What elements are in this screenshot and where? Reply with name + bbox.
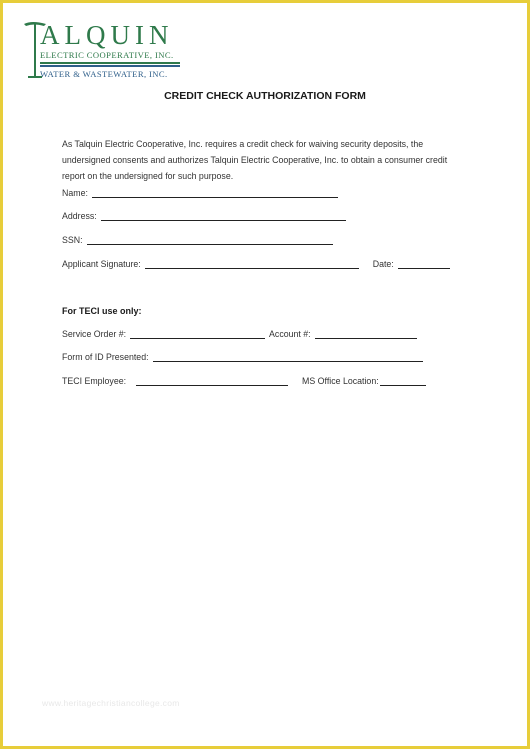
service-order-label: Service Order #:: [62, 329, 127, 339]
address-row: [62, 211, 346, 221]
company-logo: [22, 20, 192, 80]
logo-wordmark: ALQUIN: [40, 20, 174, 50]
signature-label: Applicant Signature:: [62, 259, 141, 269]
date-label: Date:: [372, 259, 394, 269]
form-title-text: CREDIT CHECK AUTHORIZATION FORM: [164, 90, 366, 102]
date-field[interactable]: [398, 259, 450, 269]
watermark: www.heritagechristiancollege.com: [42, 698, 180, 708]
employee-field[interactable]: [136, 376, 288, 386]
intro-paragraph: As Talquin Electric Cooperative, Inc. requires a credit check for waiving security deposits, the undersigned consents and authorizes Talquin Electric Cooperative, Inc. to obtain a consumer credit report on the undersigned for such purpose.: [62, 139, 448, 181]
office-field[interactable]: [380, 376, 426, 386]
signature-row: [62, 259, 450, 269]
internal-use-heading: For TECI use only:: [62, 306, 142, 316]
logo-divider-green: [40, 62, 180, 64]
ssn-label: SSN:: [62, 235, 83, 245]
employee-row: [62, 376, 426, 386]
address-label: Address:: [62, 211, 97, 221]
logo-subtitle-electric: ELECTRIC COOPERATIVE, INC.: [40, 50, 174, 60]
form-title: [0, 90, 530, 102]
name-row: [62, 188, 338, 198]
service-order-field[interactable]: [130, 329, 265, 339]
employee-label: TECI Employee:: [62, 376, 127, 386]
name-field[interactable]: [92, 188, 338, 198]
id-presented-row: [62, 352, 423, 362]
logo-divider-blue: [40, 65, 180, 67]
signature-field[interactable]: [145, 259, 359, 269]
id-presented-label: Form of ID Presented:: [62, 352, 149, 362]
id-presented-field[interactable]: [153, 352, 423, 362]
logo-subtitle-water: WATER & WASTEWATER, INC.: [40, 69, 168, 79]
service-order-row: [62, 329, 417, 339]
name-label: Name:: [62, 188, 88, 198]
account-field[interactable]: [315, 329, 417, 339]
address-field[interactable]: [101, 211, 346, 221]
ssn-row: [62, 235, 333, 245]
ssn-field[interactable]: [87, 235, 333, 245]
account-label: Account #:: [269, 329, 311, 339]
office-label: MS Office Location:: [302, 376, 379, 386]
